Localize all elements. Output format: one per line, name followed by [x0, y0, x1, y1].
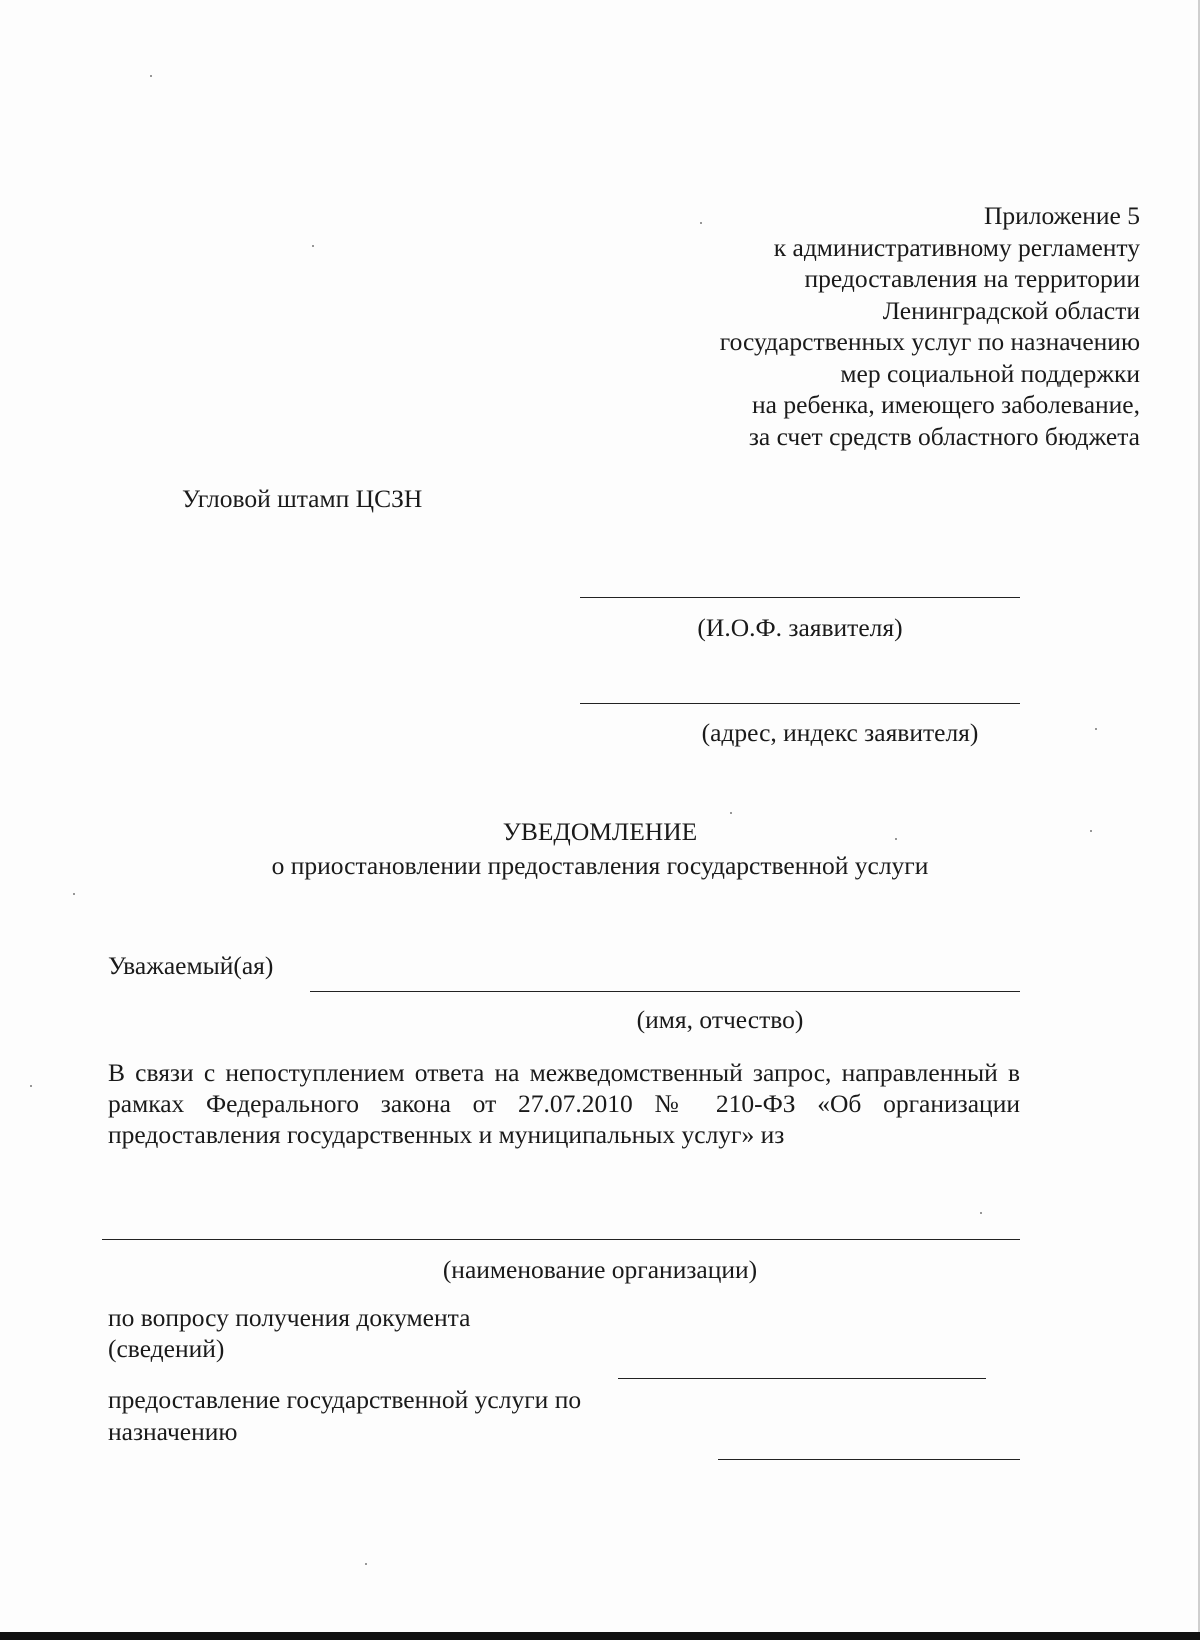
service-provision-line	[718, 1459, 1020, 1460]
scan-speck	[730, 812, 732, 814]
service-provision-line1: предоставление государственной услуги по	[108, 1385, 582, 1414]
appendix-line: за счет средств областного бюджета	[748, 421, 1140, 451]
appendix-line: мер социальной поддержки	[840, 358, 1140, 388]
corner-stamp-label: Угловой штамп ЦСЗН	[182, 484, 423, 513]
scan-speck	[1095, 728, 1097, 730]
appendix-header	[720, 200, 1140, 452]
appendix-line: на ребенка, имеющего заболевание,	[752, 390, 1140, 419]
scan-edge-bottom	[0, 1632, 1200, 1640]
appendix-line: Приложение 5	[984, 201, 1140, 230]
service-provision-line2: назначению	[108, 1417, 238, 1446]
appendix-line: Ленинградской области	[882, 295, 1140, 325]
organization-line	[102, 1239, 1020, 1240]
appendix-line: к административному регламенту	[773, 232, 1140, 262]
applicant-address-line	[580, 703, 1020, 704]
greeting-name-line	[310, 991, 1020, 992]
document-question-line	[618, 1378, 986, 1379]
notice-title: УВЕДОМЛЕНИЕ	[502, 817, 698, 846]
document-question-line1: по вопросу получения документа	[108, 1303, 471, 1332]
appendix-line: предоставления на территории	[804, 264, 1140, 293]
scan-speck	[312, 245, 314, 247]
organization-caption: (наименование организации)	[442, 1255, 758, 1284]
scan-speck	[150, 75, 152, 77]
scan-speck	[73, 893, 75, 895]
greeting-label: Уважаемый(ая)	[108, 951, 274, 980]
scan-speck	[365, 1563, 367, 1565]
applicant-address-caption: (адрес, индекс заявителя)	[701, 718, 979, 747]
body-paragraph: В связи с непоступлением ответа на межведомственный запрос, направленный в рамках Федерального закона от 27.07.2010 № 210-ФЗ «Об организации предоставления государственных и муниципальных услуг» из	[108, 1058, 1020, 1149]
scan-speck	[980, 1212, 982, 1214]
document-question-line2: (сведений)	[108, 1334, 225, 1363]
scan-speck	[700, 222, 702, 224]
notice-subtitle: о приостановлении предоставления государственной услуги	[271, 851, 929, 880]
applicant-name-caption: (И.О.Ф. заявителя)	[697, 613, 903, 642]
applicant-name-line	[580, 597, 1020, 598]
greeting-caption: (имя, отчество)	[636, 1005, 804, 1034]
appendix-line: государственных услуг по назначению	[719, 327, 1140, 356]
scan-speck	[30, 1085, 32, 1087]
